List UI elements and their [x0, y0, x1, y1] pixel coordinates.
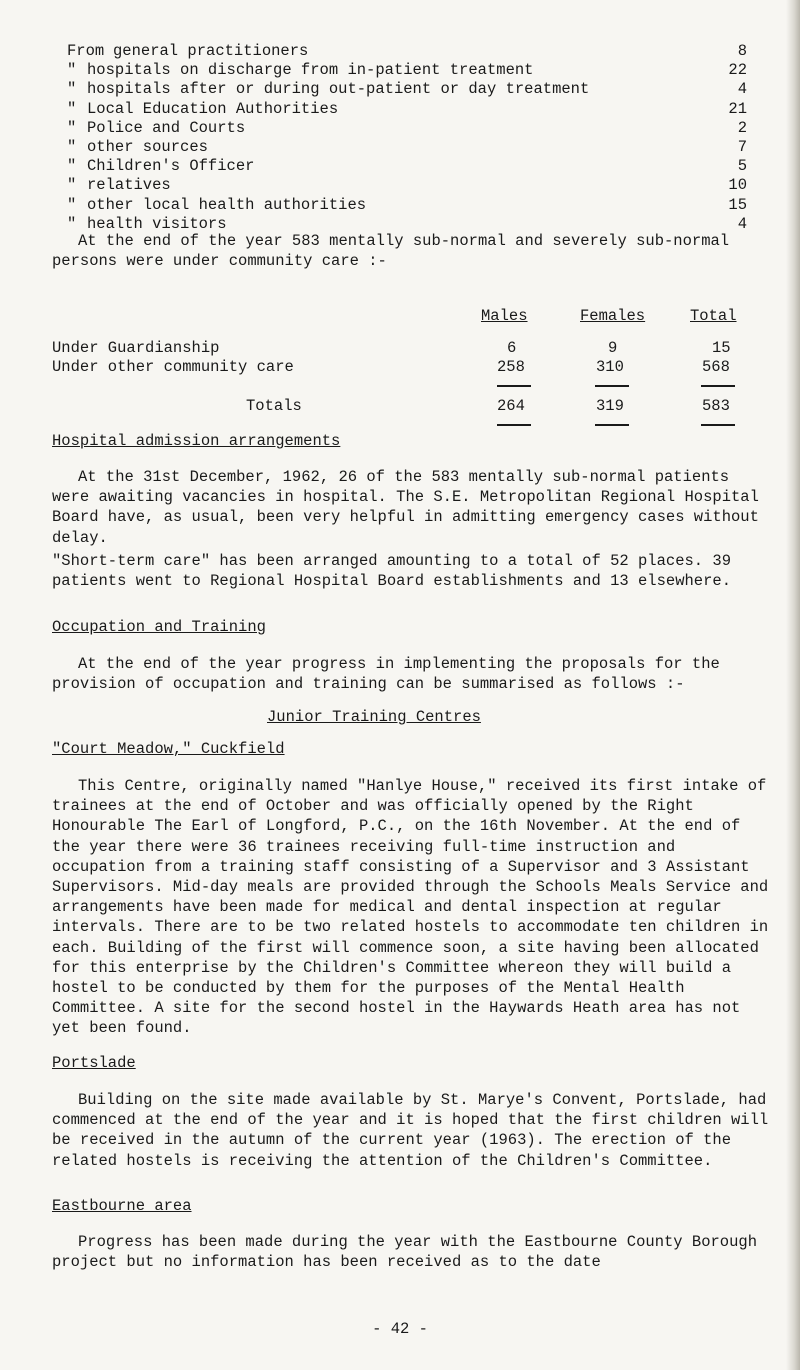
referral-count: 21: [728, 99, 747, 118]
referral-source-label: Children's Officer: [87, 157, 255, 176]
referral-row: [67, 61, 747, 81]
referral-source-label: Police and Courts: [87, 118, 246, 137]
eastbourne-paragraph: Progress has been made during the year with the Eastbourne County Borough project but no information has been received as to the date: [52, 1233, 758, 1272]
referral-row: [67, 196, 747, 216]
referral-prefix: From: [67, 42, 105, 60]
cell-guardianship-total: 15: [712, 339, 731, 357]
col-header-females: Females: [580, 307, 646, 325]
occupation-paragraph: At the end of the year progress in implementing the proposals for the provision of occupation and training can be summarised as follows :-: [52, 655, 720, 694]
referral-count: 4: [737, 80, 747, 99]
referral-source-label: relatives: [87, 176, 171, 195]
referral-row: [67, 80, 747, 100]
portslade-paragraph: Building on the site made available by St. Marye's Convent, Portslade, had commenced at the end of the year and it is hoped that the first children will be received in the autumn of the current year (1963). The erection of the related hostels is receiving the attention of the Children's Committee.: [52, 1091, 769, 1170]
referral-source-label: general practitioners: [113, 42, 309, 60]
col-header-total: Total: [690, 307, 737, 325]
referral-prefix: ": [67, 138, 77, 156]
portslade-heading: Portslade: [52, 1054, 136, 1072]
total-rule-total: [701, 424, 735, 426]
junior-training-centres-heading: Junior Training Centres: [267, 708, 481, 726]
row-label-guardianship: Under Guardianship: [52, 339, 220, 357]
referral-prefix: ": [67, 214, 77, 233]
subtotal-rule-total: [701, 385, 735, 387]
referral-source-label: other sources: [87, 138, 208, 156]
referral-count: 5: [737, 157, 747, 176]
cell-totals-males: 264: [497, 397, 525, 415]
cell-totals-females: 319: [596, 397, 624, 415]
referral-source-label: health visitors: [87, 214, 227, 233]
referral-prefix: ": [67, 157, 77, 176]
eastbourne-heading: Eastbourne area: [52, 1197, 192, 1215]
referral-prefix: ": [67, 80, 77, 99]
referral-count: 10: [728, 176, 747, 195]
cell-other-care-total: 568: [702, 358, 730, 376]
referral-prefix: ": [67, 118, 77, 137]
referral-row: [67, 42, 747, 62]
referral-count: 22: [728, 61, 747, 80]
referral-source-label: hospitals after or during out-patient or day treatment: [87, 80, 590, 99]
total-rule-males: [497, 424, 531, 426]
row-label-other-care: Under other community care: [52, 358, 294, 376]
referral-source-label: Local Education Authorities: [87, 99, 339, 118]
cell-other-care-females: 310: [596, 358, 624, 376]
page-number: - 42 -: [372, 1320, 428, 1338]
cell-guardianship-females: 9: [608, 339, 618, 357]
community-care-intro: At the end of the year 583 mentally sub-normal and severely sub-normal persons were under community care :-: [52, 232, 730, 271]
referral-count: 2: [737, 118, 747, 137]
referral-row: [67, 100, 747, 120]
referral-count: 15: [728, 195, 747, 214]
referral-count: 7: [737, 138, 747, 156]
hospital-paragraph-1: At the 31st December, 1962, 26 of the 583 mentally sub-normal patients were awaiting vacancies in hospital. The S.E. Metropolitan Regional Hospital Board have, as usual, been very helpful in admitting emergency cases without delay.: [52, 468, 759, 547]
cell-totals-total: 583: [702, 397, 730, 415]
subtotal-rule-females: [595, 385, 629, 387]
referral-row: [67, 176, 747, 196]
hospital-paragraph-2: "Short-term care" has been arranged amounting to a total of 52 places. 39 patients went to Regional Hospital Board establishments and 13 elsewhere.: [52, 552, 732, 591]
referral-row: [67, 157, 747, 177]
referral-count: 8: [737, 42, 747, 60]
referral-source-label: other local health authorities: [87, 195, 367, 214]
cell-guardianship-males: 6: [507, 339, 517, 357]
scan-edge-shadow: [786, 0, 800, 1370]
referral-prefix: ": [67, 176, 77, 195]
col-header-males: Males: [481, 307, 528, 325]
referral-count: 4: [737, 214, 747, 233]
referral-prefix: ": [67, 99, 77, 118]
referral-row: [67, 138, 747, 158]
court-meadow-paragraph: This Centre, originally named "Hanlye House," received its first intake of trainees at the end of October and was officially opened by the Right Honourable The Earl of Longford, P.C., on the 16th November. At the end of the year there were 36 trainees receiving full-time instruction and occupation from a training staff consisting of a Supervisor and 3 Assistant Supervisors. Mid-day meals are provided through the Schools Meals Service and arrangements have been made for medical and dental inspection at regular intervals. There are to be two related hostels to accommodate ten children in each. Building of the first will commence soon, a site having been allocated for this enterprise by the Children's Committee whereon they will build a hostel to be conducted by them for the purposes of the Mental Health Committee. A site for the second hostel in the Haywards Heath area has not yet been found.: [52, 777, 769, 1038]
subtotal-rule-males: [497, 385, 531, 387]
occupation-training-heading: Occupation and Training: [52, 618, 266, 636]
hospital-admission-heading: Hospital admission arrangements: [52, 432, 341, 450]
cell-other-care-males: 258: [497, 358, 525, 376]
referral-prefix: ": [67, 61, 77, 80]
court-meadow-heading: "Court Meadow," Cuckfield: [52, 740, 285, 758]
row-label-totals: Totals: [246, 397, 302, 415]
total-rule-females: [595, 424, 629, 426]
referral-prefix: ": [67, 195, 77, 214]
referral-row: [67, 119, 747, 139]
referral-source-label: hospitals on discharge from in-patient treatment: [87, 61, 534, 80]
